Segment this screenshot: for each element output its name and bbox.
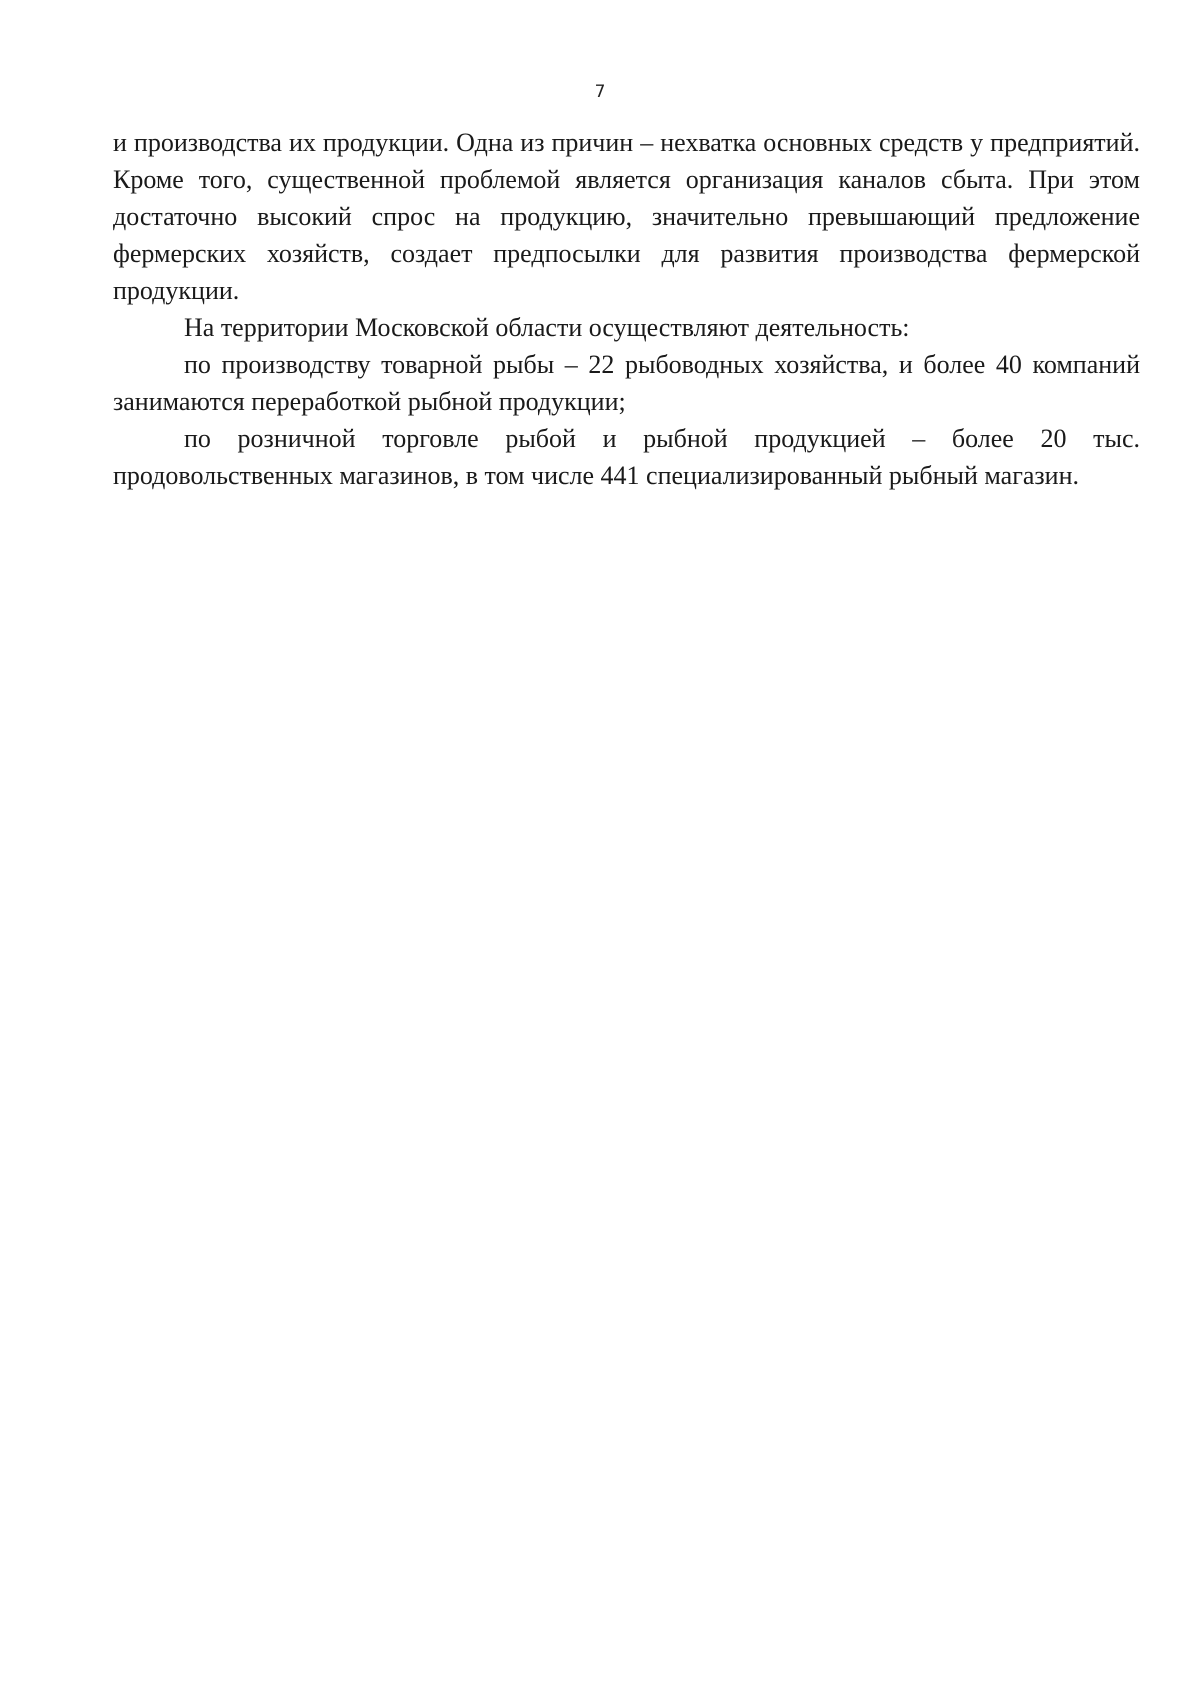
paragraph-fish-production: по производству товарной рыбы – 22 рыбоводных хозяйства, и более 40 компаний занимаются переработкой рыбной продукции;	[113, 350, 1140, 416]
page-number: 7	[594, 82, 606, 102]
document-body	[113, 124, 1140, 494]
paragraph-fish-retail: по розничной торговле рыбой и рыбной продукцией – более 20 тыс. продовольственных магазинов, в том числе 441 специализированный рыбный магазин.	[113, 424, 1140, 490]
paragraph-continuation: и производства их продукции. Одна из причин – нехватка основных средств у предприятий. Кроме того, существенной проблемой является организация каналов сбыта. При этом достаточно высокий спрос на продукцию, значительно превышающий предложение фермерских хозяйств, создает предпосылки для развития производства фермерской продукции.	[113, 128, 1140, 305]
paragraph-intro: На территории Московской области осуществляют деятельность:	[184, 313, 910, 342]
